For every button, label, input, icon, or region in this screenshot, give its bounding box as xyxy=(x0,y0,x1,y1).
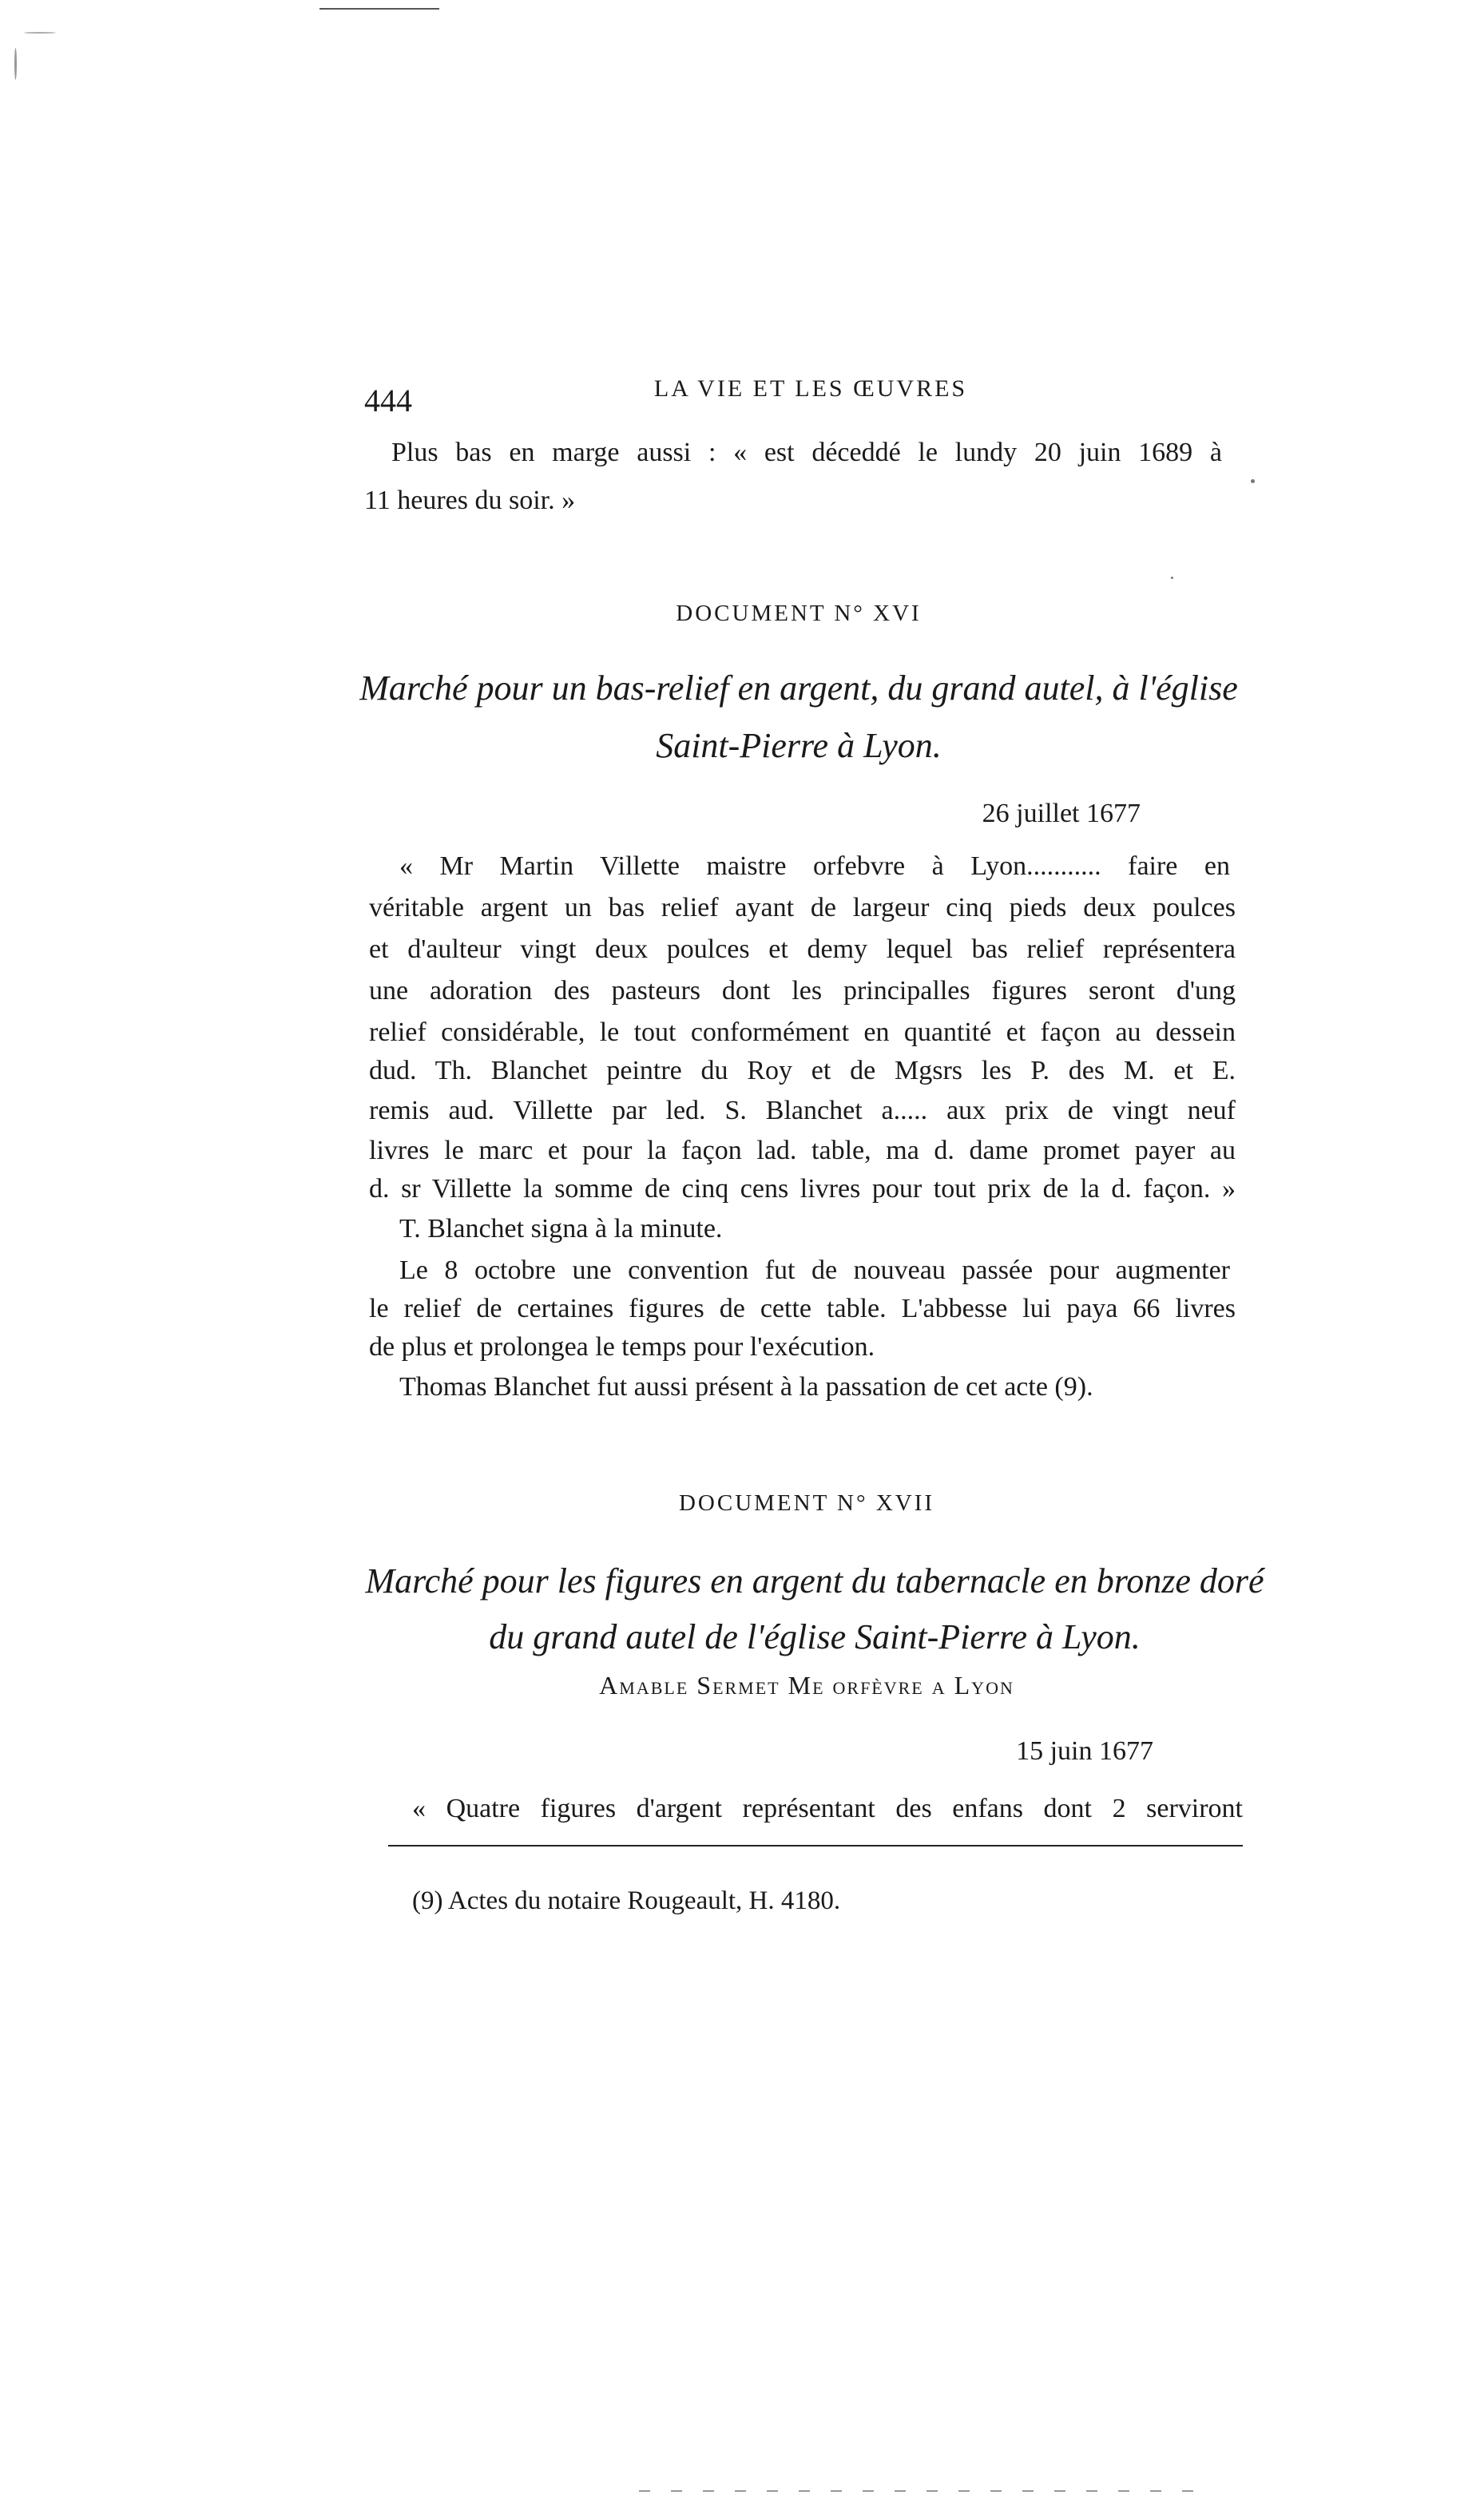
doc16-quote-line: dud. Th. Blanchet peintre du Roy et de Mgsrs les P. des M. et E. xyxy=(369,1056,1236,1085)
doc16-quote-line: et d'aulteur vingt deux poulces et demy lequel bas relief représentera xyxy=(369,934,1236,964)
doc16-quote-line: une adoration des pasteurs dont les principalles figures seront d'ung xyxy=(369,976,1236,1006)
scan-bottom-line xyxy=(639,2490,1198,2492)
scan-speck xyxy=(1171,577,1173,579)
scan-top-line xyxy=(319,8,439,10)
doc17-subtitle: Amable Sermet Me orfèvre a Lyon xyxy=(599,1671,1014,1700)
doc16-title-line: Saint-Pierre à Lyon. xyxy=(656,726,942,765)
doc16-quote-line: « Mr Martin Villette maistre orfebvre à Lyon........... faire en xyxy=(399,851,1230,881)
doc16-date: 26 juillet 1677 xyxy=(982,799,1141,828)
intro-line: 11 heures du soir. » xyxy=(364,486,576,515)
doc16-label: DOCUMENT N° XVI xyxy=(676,601,922,626)
footnote-text: (9) Actes du notaire Rougeault, H. 4180. xyxy=(412,1886,841,1915)
doc16-signature-line: T. Blanchet signa à la minute. xyxy=(399,1214,723,1244)
scan-speck xyxy=(24,32,56,34)
doc16-quote-line: d. sr Villette la somme de cinq cens livres pour tout prix de la d. façon. » xyxy=(369,1174,1236,1204)
doc17-label: DOCUMENT N° XVII xyxy=(678,1490,935,1516)
doc16-paragraph-line: le relief de certaines figures de cette table. L'abbesse lui paya 66 livres xyxy=(369,1294,1236,1323)
doc16-paragraph-line: Thomas Blanchet fut aussi présent à la passation de cet acte (9). xyxy=(399,1372,1093,1402)
doc16-quote-line: remis aud. Villette par led. S. Blanchet a..... aux prix de vingt neuf xyxy=(369,1096,1236,1125)
intro-line: Plus bas en marge aussi : « est déceddé le lundy 20 juin 1689 à xyxy=(391,438,1222,467)
doc16-paragraph-line: Le 8 octobre une convention fut de nouveau passée pour augmenter xyxy=(399,1255,1230,1285)
doc16-quote-line: véritable argent un bas relief ayant de largeur cinq pieds deux poulces xyxy=(369,893,1236,922)
doc16-quote-line: relief considérable, le tout conformément en quantité et façon au dessein xyxy=(369,1017,1236,1047)
running-title: LA VIE ET LES ŒUVRES xyxy=(653,375,968,402)
doc17-title-line: du grand autel de l'église Saint-Pierre à Lyon. xyxy=(489,1617,1141,1656)
scan-speck xyxy=(1251,479,1255,483)
scan-speck xyxy=(14,48,17,80)
doc16-quote-line: livres le marc et pour la façon lad. table, ma d. dame promet payer au xyxy=(369,1136,1236,1165)
page-number: 444 xyxy=(364,383,412,418)
footnote-rule xyxy=(388,1845,1243,1847)
doc17-date: 15 juin 1677 xyxy=(1016,1736,1153,1766)
doc16-paragraph-line: de plus et prolongea le temps pour l'exécution. xyxy=(369,1332,875,1362)
doc17-title-line: Marché pour les figures en argent du tabernacle en bronze doré xyxy=(365,1561,1264,1601)
doc16-title-line: Marché pour un bas-relief en argent, du grand autel, à l'église xyxy=(359,668,1238,708)
doc17-quote-line: « Quatre figures d'argent représentant des enfans dont 2 serviront xyxy=(412,1794,1243,1823)
